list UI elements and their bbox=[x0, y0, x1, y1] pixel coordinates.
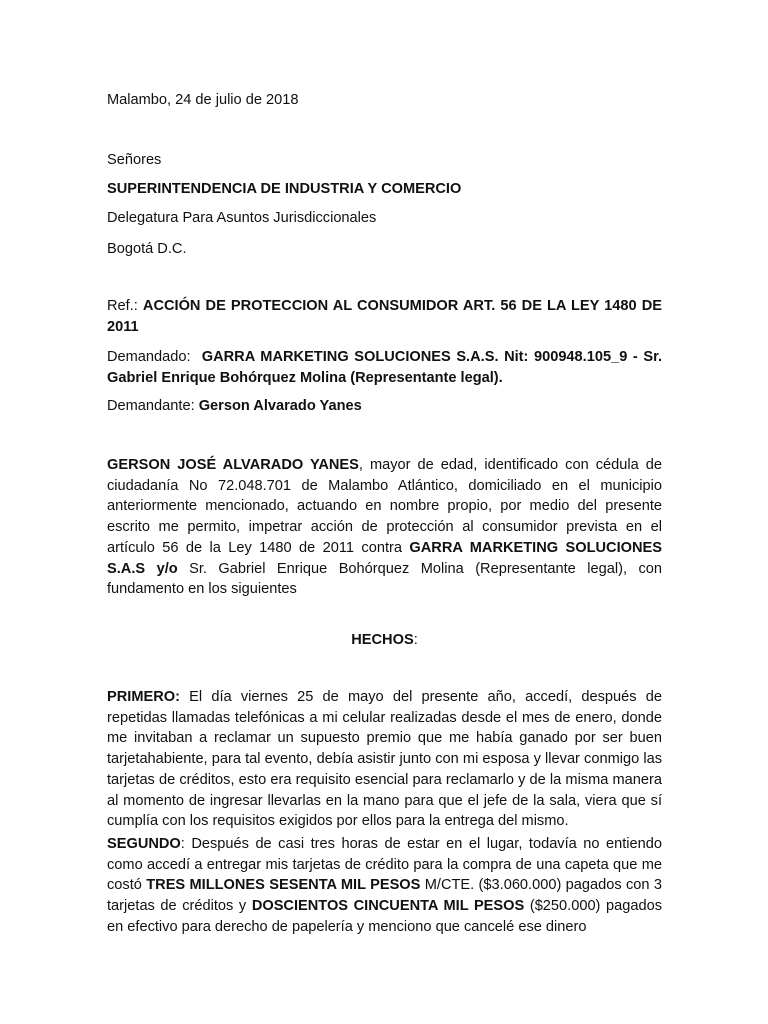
recipient-org bbox=[107, 179, 461, 199]
demandante-line bbox=[107, 396, 362, 416]
demandante-label: Demandante: bbox=[107, 398, 195, 414]
date-line: Malambo, 24 de julio de 2018 bbox=[107, 92, 299, 108]
demandado-text: GARRA MARKETING SOLUCIONES S.A.S. Nit: 900948.105_9 - Sr. Gabriel Enrique Bohórquez Molina (Representante legal). bbox=[107, 349, 662, 386]
primero-paragraph bbox=[107, 687, 662, 832]
salutation: Señores bbox=[107, 152, 162, 168]
segundo-label: SEGUNDO bbox=[107, 836, 181, 852]
segundo-amount-2: DOSCIENTOS CINCUENTA MIL PESOS bbox=[251, 898, 525, 915]
intro-text-1: , mayor de edad, identificado con cédula de ciudadanía No 72.048.701 de Malambo Atlántico, domiciliado en el municipio anteriormente mencionado, actuando en nombre propio, por medio del presente escrito me permito, impetrar acción de protección al consumidor prevista en el artículo 56 de la Ley 1480 de 2011 contra bbox=[107, 457, 662, 556]
hechos-heading bbox=[107, 630, 662, 650]
segundo-text-3: ($250.000) pagados en efectivo para derecho de papelería y menciono que cancelé ese dinero bbox=[107, 898, 662, 935]
primero-label: PRIMERO: bbox=[107, 689, 180, 705]
reference-line bbox=[107, 296, 662, 337]
intro-text-2: Sr. Gabriel Enrique Bohórquez Molina (Representante legal), con fundamento en los siguientes bbox=[107, 560, 662, 598]
recipient-city: Bogotá D.C. bbox=[107, 241, 187, 257]
segundo-text-1: : Después de casi tres horas de estar en el lugar, todavía no entiendo como accedí a entregar mis tarjetas de crédito para la compra de una capeta que me costó bbox=[107, 836, 662, 894]
demandado-label: Demandado: bbox=[107, 349, 191, 365]
segundo-amount-1: TRES MILLONES SESENTA MIL PESOS bbox=[146, 877, 421, 894]
hechos-heading-text: HECHOS bbox=[351, 632, 414, 648]
demandante-text: Gerson Alvarado Yanes bbox=[198, 398, 362, 414]
demandado-line bbox=[107, 347, 662, 388]
segundo-paragraph bbox=[107, 834, 662, 938]
primero-text: El día viernes 25 de mayo del presente año, accedí, después de repetidas llamadas telefónicas a mi celular realizadas desde el mes de enero, donde me invitaban a reclamar un supuesto premio que me había ganado por ser buen tarjetahabiente, para tal evento, debía asistir junto con mi esposa y llevar conmigo las tarjetas de créditos, esto era requisito esencial para reclamarlo y de la misma manera al momento de ingresar llevarlas en la mano para que el jefe de la sala, viera que sí cumplía con los requisitos exigidos por ellos para la entrega del mismo. bbox=[107, 689, 662, 830]
recipient-dept: Delegatura Para Asuntos Jurisdiccionales bbox=[107, 210, 377, 226]
segundo-text-2: M/CTE. ($3.060.000) pagados con 3 tarjetas de créditos y bbox=[107, 877, 662, 915]
intro-paragraph bbox=[107, 455, 662, 600]
intro-name: GERSON JOSÉ ALVARADO YANES bbox=[107, 457, 359, 473]
hechos-colon: : bbox=[413, 632, 418, 648]
intro-company: GARRA MARKETING SOLUCIONES S.A.S y/o bbox=[107, 539, 663, 577]
recipient-org-text: SUPERINTENDENCIA DE INDUSTRIA Y COMERCIO bbox=[107, 181, 462, 197]
ref-label: Ref.: bbox=[107, 298, 138, 314]
ref-text: ACCIÓN DE PROTECCION AL CONSUMIDOR ART. 56 DE LA LEY 1480 DE 2011 bbox=[107, 298, 662, 335]
